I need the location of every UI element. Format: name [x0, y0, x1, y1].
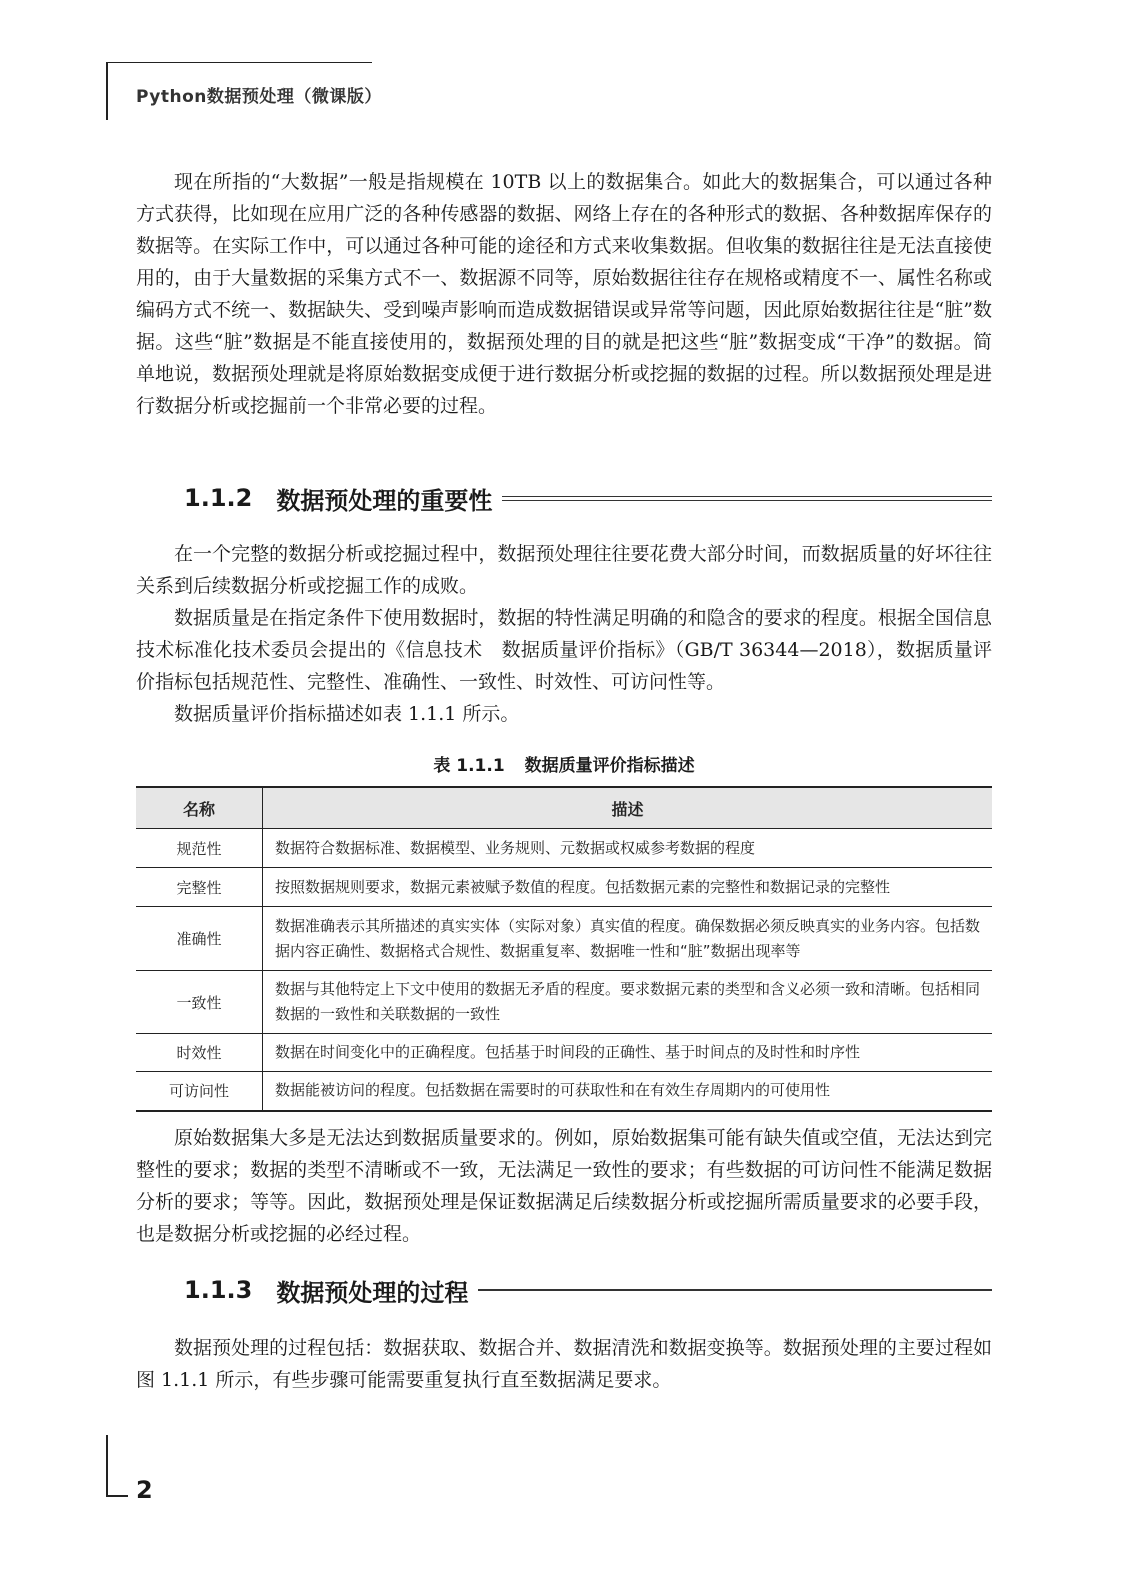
indicator-description: 数据与其他特定上下文中使用的数据无矛盾的程度。要求数据元素的类型和含义必须一致和清晰。包括相同数据的一致性和关联数据的一致性 [263, 971, 993, 1034]
table-caption [136, 751, 992, 776]
indicator-description: 数据准确表示其所描述的真实实体（实际对象）真实值的程度。确保数据必须反映真实的业务内容。包括数据内容正确性、数据格式合规性、数据重复率、数据唯一性和“脏”数据出现率等 [263, 907, 993, 971]
indicator-description: 数据符合数据标准、数据模型、业务规则、元数据或权威参考数据的程度 [263, 829, 993, 868]
indicator-name: 规范性 [136, 829, 263, 868]
table-row [136, 907, 992, 971]
column-header-name: 名称 [136, 787, 263, 829]
table-header-row [136, 787, 992, 829]
quality-indicator-table [136, 786, 992, 1112]
column-header-description: 描述 [263, 787, 993, 829]
section-number: 1.1.2 [184, 484, 253, 512]
paragraph-importance: 在一个完整的数据分析或挖掘过程中，数据预处理往往要花费大部分时间，而数据质量的好坏往往关系到后续数据分析或挖掘工作的成败。 [136, 543, 992, 597]
section-heading-1-1-3 [184, 1272, 992, 1308]
table-caption-title: 数据质量评价指标描述 [524, 756, 695, 776]
header-vertical-rule [106, 62, 108, 120]
table-row [136, 829, 992, 868]
header-horizontal-rule [106, 62, 372, 63]
section-heading-1-1-2 [184, 480, 992, 516]
paragraph-quality-definition: 数据质量是在指定条件下使用数据时，数据的特性满足明确的和隐含的要求的程度。根据全国信息技术标准化技术委员会提出的《信息技术 数据质量评价指标》（GB/T 36344—2018），数据质量评价指标包括规范性、完整性、准确性、一致性、时效性、可访问性等。 [136, 607, 992, 693]
indicator-description: 数据能被访问的程度。包括数据在需要时的可获取性和在有效生存周期内的可使用性 [263, 1072, 993, 1111]
table-row [136, 1034, 992, 1072]
table-caption-number: 表 1.1.1 [433, 756, 505, 776]
footer-horizontal-rule [106, 1495, 128, 1497]
section-number: 1.1.3 [184, 1276, 253, 1304]
paragraph-process: 数据预处理的过程包括：数据获取、数据合并、数据清洗和数据变换等。数据预处理的主要过程如图 1.1.1 所示，有些步骤可能需要重复执行直至数据满足要求。 [136, 1337, 992, 1391]
indicator-description: 数据在时间变化中的正确程度。包括基于时间段的正确性、基于时间点的及时性和时序性 [263, 1034, 993, 1072]
indicator-name: 时效性 [136, 1034, 263, 1072]
running-header: Python数据预处理（微课版） [136, 87, 382, 107]
page-number: 2 [136, 1476, 153, 1504]
footer-vertical-rule [106, 1435, 108, 1497]
paragraph-table-reference: 数据质量评价指标描述如表 1.1.1 所示。 [174, 703, 520, 725]
heading-rule [502, 496, 992, 501]
table-row [136, 1072, 992, 1111]
table-row [136, 868, 992, 907]
indicator-name: 可访问性 [136, 1072, 263, 1111]
indicator-name: 完整性 [136, 868, 263, 907]
indicator-name: 一致性 [136, 971, 263, 1034]
section-title: 数据预处理的重要性 [276, 486, 493, 515]
table-row [136, 971, 992, 1034]
paragraph-raw-data-quality: 原始数据集大多是无法达到数据质量要求的。例如，原始数据集可能有缺失值或空值，无法达到完整性的要求；数据的类型不清晰或不一致，无法满足一致性的要求；有些数据的可访问性不能满足数据分析的要求；等等。因此，数据预处理是保证数据满足后续数据分析或挖掘所需质量要求的必要手段，也是数据分析或挖掘的必经过程。 [136, 1127, 992, 1245]
indicator-description: 按照数据规则要求，数据元素被赋予数值的程度。包括数据元素的完整性和数据记录的完整性 [263, 868, 993, 907]
section-title: 数据预处理的过程 [276, 1278, 469, 1307]
heading-rule [478, 1289, 992, 1291]
indicator-name: 准确性 [136, 907, 263, 971]
paragraph-big-data: 现在所指的“大数据”一般是指规模在 10TB 以上的数据集合。如此大的数据集合，可以通过各种方式获得，比如现在应用广泛的各种传感器的数据、网络上存在的各种形式的数据、各种数据库保存的数据等。在实际工作中，可以通过各种可能的途径和方式来收集数据。但收集的数据往往是无法直接使用的，由于大量数据的采集方式不一、数据源不同等，原始数据往往存在规格或精度不一、属性名称或编码方式不统一、数据缺失、受到噪声影响而造成数据错误或异常等问题，因此原始数据往往是“脏”数据。这些“脏”数据是不能直接使用的，数据预处理的目的就是把这些“脏”数据变成“干净”的数据。简单地说，数据预处理就是将原始数据变成便于进行数据分析或挖掘的数据的过程。所以数据预处理是进行数据分析或挖掘前一个非常必要的过程。 [136, 171, 992, 417]
